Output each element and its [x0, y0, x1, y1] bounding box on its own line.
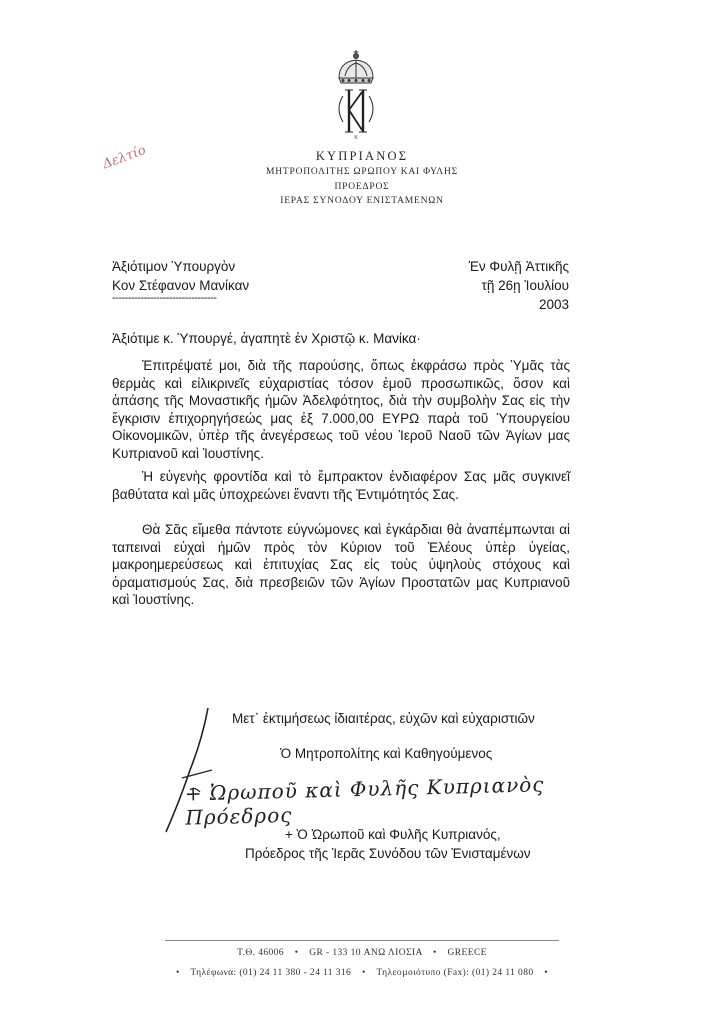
- place-date-block: [455, 257, 569, 314]
- footer-bullet-icon: •: [361, 968, 366, 978]
- letterhead-title-line-3: ΙΕΡΑΣ ΣΥΝΟΔΟΥ ΕΝΙΣΤΑΜΕΝΩΝ: [280, 196, 444, 206]
- footer-bullet-icon: •: [294, 948, 299, 958]
- footer-postal: GR - 133 10 ΑΝΩ ΛΙΟΣΙΑ: [309, 948, 423, 958]
- margin-note: Δελτίο: [100, 142, 148, 173]
- footer-fax: Τηλεοµοιότυπο (Fax): (01) 24 11 080: [376, 968, 534, 978]
- footer-bullet-icon: •: [544, 968, 549, 978]
- footer-country: GREECE: [447, 948, 487, 958]
- addressee-block: [112, 257, 249, 295]
- addressee-line-2: Κον Στέφανον Μανίκαν: [112, 278, 250, 293]
- footer-bullet-icon: •: [175, 968, 180, 978]
- letterhead-title-line-2: ΠΡΟΕΔΡΟΣ: [334, 182, 390, 192]
- signatory-title: Πρόεδρος τῆς Ἱερᾶς Συνόδου τῶν Ἐνισταμένων: [245, 846, 531, 861]
- closing-phrase: Μετ᾽ ἐκτιμήσεως ἰδιαιτέρας, εὐχῶν καὶ εὐχαριστιῶν: [232, 711, 535, 726]
- footer-contact-line: [0, 968, 724, 978]
- signature-title: Ὁ Μητροπολίτης καὶ Καθηγούμενος: [280, 746, 493, 761]
- footer-phone: Τηλέφωνα: (01) 24 11 380 - 24 11 316: [190, 968, 352, 978]
- letterhead-title-line-1: ΜΗΤΡΟΠΟΛΙΤΗΣ ΩΡΩΠΟΥ ΚΑΙ ΦΥΛΗΣ: [266, 167, 458, 177]
- footer-bullet-icon: •: [433, 948, 437, 958]
- footer-address-line: [0, 948, 724, 958]
- crest-monogram: Κ: [354, 135, 358, 140]
- footer-po-box: Τ.Θ. 46006: [237, 948, 284, 958]
- body-paragraph-1: Ἐπιτρέψατέ μοι, διὰ τῆς παρούσης, ὅπως ἐκφράσω πρὸς Ὑμᾶς τὰς θερμὰς καὶ εἰλικρινεῖς εὐχαριστίας τόσον ἐμοῦ προσωπικῶς, ὅσον καὶ ἁπάσης τῆς Μοναστικῆς ἡμῶν Ἀδελφότητος, διὰ τὴν συμβολὴν Σας εἰς τὴν ἔγκρισιν ἐπιχορηγήσεώς μας ἐξ 7.000,00 ΕΥΡΩ παρὰ τοῦ Ὑπουργείου Οἰκονομικῶν, ὑπὲρ τῆς ἀνεγέρσεως τοῦ νέου Ἱεροῦ Ναοῦ τῶν Ἁγίων μας Κυπριανοῦ καὶ Ἰουστίνης.: [112, 358, 570, 461]
- salutation: Ἀξιότιμε κ. Ὑπουργέ, ἀγαπητὲ ἐν Χριστῷ κ. Μανίκα·: [112, 331, 421, 346]
- letterhead-name: ΚΥΠΡΙΑΝΟΣ: [315, 149, 409, 163]
- signature-handwriting: + Ὠρωποῦ καὶ Φυλῆς Κυπριανὸς Πρόεδρος: [184, 772, 545, 830]
- footer-divider: [165, 940, 559, 941]
- signatory-name: + Ὁ Ὠρωποῦ καὶ Φυλῆς Κυπριανός,: [285, 827, 501, 842]
- date-line: τῇ 26ῃ Ἰουλίου 2003: [481, 278, 569, 312]
- addressee-line-1: Ἀξιότιμον Ὑπουργὸν: [112, 259, 236, 274]
- addressee-underline: ---------------------------------: [112, 292, 217, 304]
- crest-logo: [325, 48, 387, 140]
- body-paragraph-3: Θὰ Σᾶς εἴμεθα πάντοτε εὐγνώμονες καὶ ἐγκάρδιαι θὰ ἀναπέμπωνται αἱ ταπειναὶ εὐχαὶ ἡμῶν πρὸς τὸν Κύριον τοῦ Ἐλέους ὑπὲρ ὑγείας, μακροημερεύσεως καὶ ἐπιτυχίας Σας εἰς τοὺς ὑψηλοὺς στόχους καὶ ὁραματισμούς Σας, διὰ πρεσβειῶν τῶν Ἁγίων Προστατῶν μας Κυπριανοῦ καὶ Ἰουστίνης.: [112, 522, 570, 608]
- place-line: Ἐν Φυλῇ Ἀττικῆς: [468, 259, 569, 274]
- body-paragraph-2: Ἡ εὐγενὴς φροντίδα καὶ τὸ ἔμπρακτον ἐνδιαφέρον Σας μᾶς συγκινεῖ βαθύτατα καὶ μᾶς ὑποχρεώνει ἔναντι τῆς Ἐντιμότητός Σας.: [112, 469, 570, 502]
